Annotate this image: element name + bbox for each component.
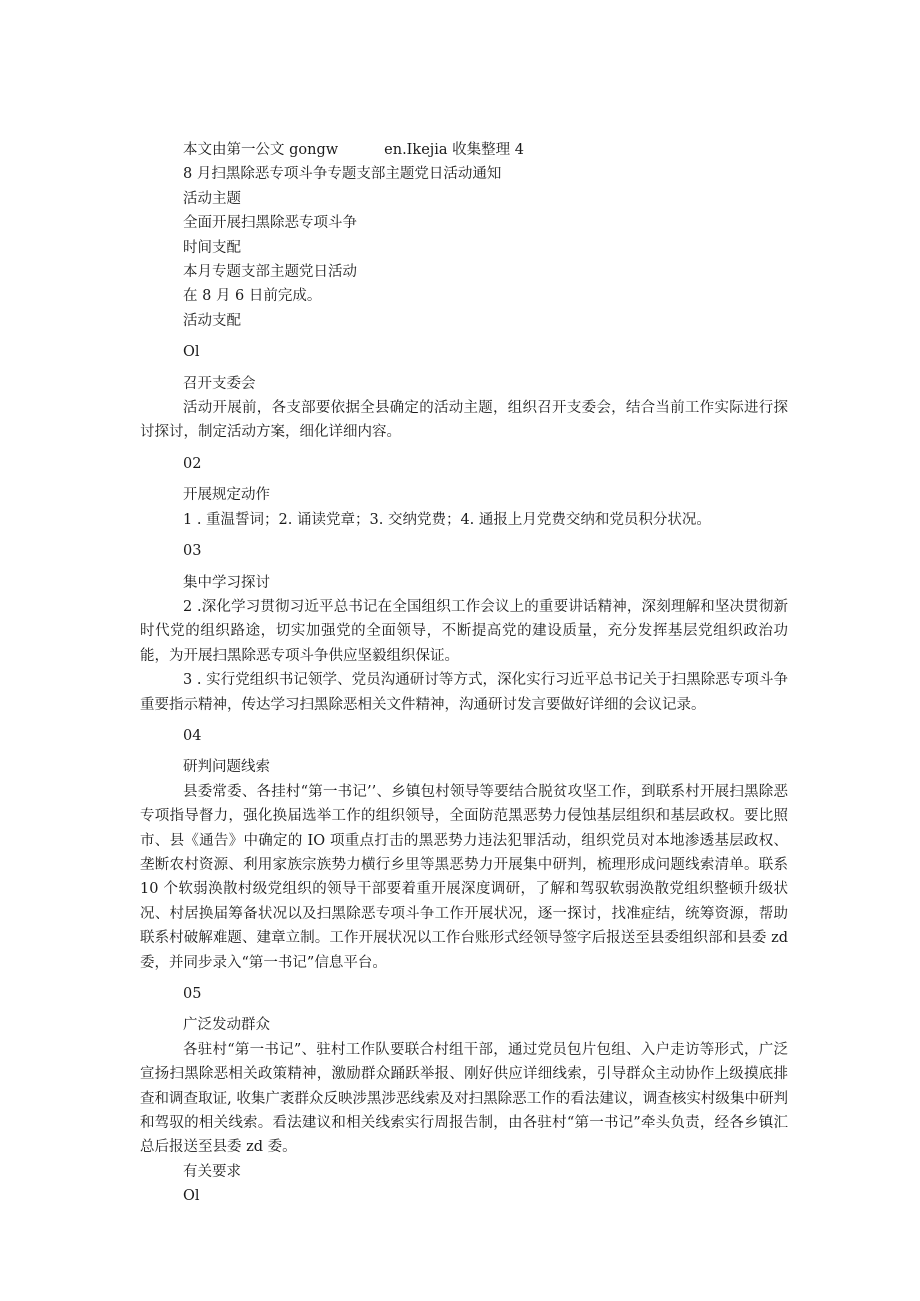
theme-text: 全面开展扫黑除恶专项斗争 xyxy=(183,215,357,232)
requirements-number-01: Ol xyxy=(183,1188,200,1205)
time-text-1: 本月专题支部主题党日活动 xyxy=(183,264,357,281)
item-heading-03: 集中学习探讨 xyxy=(183,574,270,591)
source-note-part-2: en.Ikejia 收集整理 4 xyxy=(384,142,525,158)
source-note-part-1: 本文由第一公文 gongw xyxy=(183,142,339,158)
item-number-05: 05 xyxy=(183,986,202,1002)
time-label: 时间支配 xyxy=(183,239,241,256)
item-heading-01: 召开支委会 xyxy=(183,375,256,392)
item-paragraph-05: 各驻村“第一书记”、驻村工作队要联合村组干部，通过党员包片包组、入户走访等形式，广泛宣扬扫黑除恶相关政策精神，激励群众踊跃举报、刚好供应详细线索，引导群众主动协作上级摸底排查和调查取证, 收集广袤群众反映涉黑涉恶线索及对扫黑除恶工作的看法建议，调查核实村级集中研判和驾驭的相关线索。看法建议和相关线索实行周报告制，由各驻村“第一书记”牵头负责，经各乡镇汇总后报送至县委 zd 委。 xyxy=(140,1041,788,1156)
theme-label: 活动主题 xyxy=(183,190,241,207)
item-number-01: Ol xyxy=(183,344,200,361)
time-text-2: 在 8 月 6 日前完成。 xyxy=(183,288,322,305)
item-paragraph-03a: 2 .深化学习贯彻习近平总书记在全国组织工作会议上的重要讲话精神，深刻理解和坚决贯彻新时代党的组织路途，切实加强党的全面领导，不断提高党的建设质量，充分发挥基层党组织政治功能，为开展扫黑除恶专项斗争供应坚毅组织保证。 xyxy=(140,598,788,664)
item-paragraph-04: 县委常委、各挂村“第一书记’’、乡镇包村领导等要结合脱贫攻坚工作，到联系村开展扫黑除恶专项指导督力，强化换届选举工作的组织领导，全面防范黑恶势力侵蚀基层组织和基层政权。要比照市、县《通告》中确定的 IO 项重点打击的黑恶势力违法犯罪活动，组织党员对本地渗透基层政权、垄断农村资源、利用家族宗族势力横行乡里等黑恶势力开展集中研判，梳理形成问题线索清单。联系 10 个软弱涣散村级党组织的领导干部要着重开展深度调研，了解和驾驭软弱涣散党组织整顿升级状况、村居换届筹备状况以及扫黑除恶专项斗争工作开展状况，逐一探讨，找准症结，统筹资源，帮助联系村破解难题、建章立制。工作开展状况以工作台账形式经领导签字后报送至县委组织部和县委 zd 委，并同步录入“第一书记”信息平台。 xyxy=(140,783,788,971)
document-title: 8 月扫黑除恶专项斗争专题支部主题党日活动通知 xyxy=(183,166,502,183)
item-heading-02: 开展规定动作 xyxy=(183,487,270,504)
requirements-label: 有关要求 xyxy=(183,1163,241,1180)
source-note xyxy=(140,138,788,162)
item-paragraph-01: 活动开展前，各支部要依据全县确定的活动主题，组织召开支委会，结合当前工作实际进行探讨探讨，制定活动方案，细化详细内容。 xyxy=(140,400,788,441)
item-heading-04: 研判问题线索 xyxy=(183,759,270,776)
item-heading-05: 广泛发动群众 xyxy=(183,1017,270,1034)
item-paragraph-02: 1 . 重温誓词；2. 诵读党章；3. 交纳党费；4. 通报上月党费交纳和党员积分状况。 xyxy=(183,511,711,528)
item-number-04: 04 xyxy=(183,727,202,744)
item-number-02: 02 xyxy=(183,455,202,472)
item-number-03: 03 xyxy=(183,543,202,560)
item-paragraph-03b: 3 . 实行党组织书记领学、党员沟通研讨等方式，深化实行习近平总书记关于扫黑除恶专项斗争重要指示精神，传达学习扫黑除恶相关文件精神，沟通研讨发言要做好详细的会议记录。 xyxy=(140,672,788,713)
document-body xyxy=(140,138,788,1209)
arrange-label: 活动支配 xyxy=(183,312,241,329)
